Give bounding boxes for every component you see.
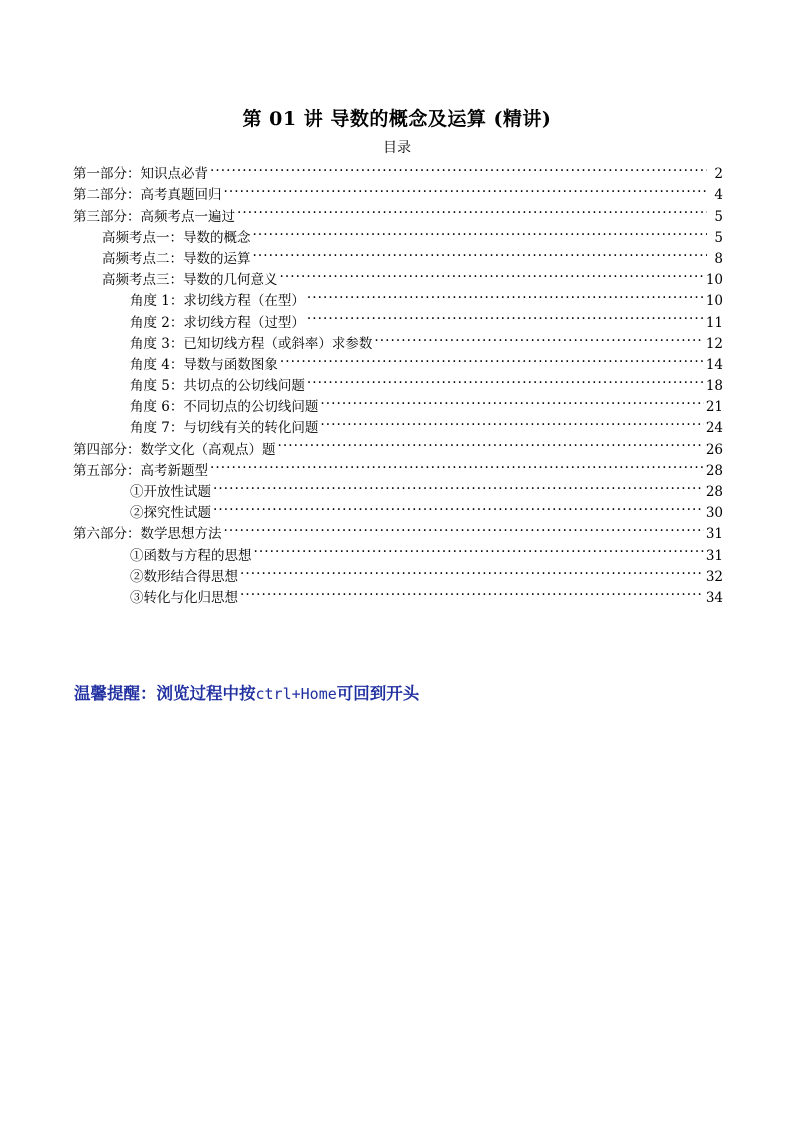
toc-entry-page: 10 (705, 272, 723, 289)
toc-leader-dots (320, 390, 703, 411)
toc-leader-dots (210, 454, 704, 475)
toc-entry-page: 8 (714, 250, 723, 267)
toc-entry-page: 31 (705, 547, 723, 564)
toc-entry-page: 2 (714, 166, 723, 183)
toc-entry-label: ②数形结合得思想 (130, 568, 238, 585)
toc-leader-dots (240, 581, 704, 602)
toc-entry-page: 21 (705, 399, 723, 416)
toc-heading: 目录 (383, 140, 411, 156)
toc-entry-label: 第五部分：高考新题型 (73, 462, 208, 479)
toc-entry-page: 5 (714, 208, 723, 225)
toc-leader-dots (224, 517, 704, 538)
toc-entry-page: 34 (705, 589, 723, 606)
toc-entry-label: 角度 6：不同切点的公切线问题 (130, 399, 319, 416)
toc-entry-label: 角度 1：求切线方程（在型） (130, 293, 305, 310)
toc-entry-label: 高频考点二：导数的运算 (102, 250, 251, 267)
toc-entry-label: 角度 7：与切线有关的转化问题 (130, 420, 319, 437)
reminder-shortcut: ctrl+Home (255, 685, 337, 703)
document-title: 第 01 讲 导数的概念及运算 (精讲) (242, 108, 552, 130)
toc-entry-label: 第三部分：高频考点一遍过 (73, 208, 235, 225)
toc-leader-dots (307, 305, 704, 326)
toc-leader-dots (280, 263, 704, 284)
toc-leader-dots (210, 157, 707, 178)
toc-entry-page: 18 (705, 378, 723, 395)
toc-leader-dots (240, 560, 704, 581)
toc-leader-dots (213, 496, 704, 517)
toc-entry-label: ②探究性试题 (130, 505, 211, 522)
toc-leader-dots (253, 242, 708, 263)
toc-entry-page: 24 (705, 420, 723, 437)
toc-leader-dots (254, 538, 704, 559)
reminder-suffix: 可回到开头 (336, 684, 420, 703)
toc-entry-label: 第二部分：高考真题回归 (73, 187, 222, 204)
toc-leader-dots (320, 411, 703, 432)
toc-leader-dots (224, 178, 708, 199)
toc-leader-dots (253, 221, 708, 242)
toc-entry-label: 高频考点一：导数的概念 (102, 229, 251, 246)
toc-leader-dots (278, 432, 704, 453)
toc-entry-page: 26 (705, 441, 723, 458)
table-of-contents (73, 157, 723, 606)
toc-entry-label: 高频考点三：导数的几何意义 (102, 272, 278, 289)
toc-leader-dots (307, 284, 704, 305)
toc-entry-label: 角度 2：求切线方程（过型） (130, 314, 305, 331)
toc-entry-page: 4 (714, 187, 723, 204)
toc-entry-page: 14 (705, 356, 723, 373)
toc-entry[interactable] (73, 157, 723, 183)
toc-entry-page: 28 (705, 462, 723, 479)
toc-entry-page: 5 (714, 229, 723, 246)
toc-entry-page: 32 (705, 568, 723, 585)
toc-entry-page: 28 (705, 484, 723, 500)
toc-leader-dots (307, 369, 704, 390)
toc-entry-label: 第六部分：数学思想方法 (73, 526, 222, 543)
toc-entry-label: ①开放性试题 (130, 484, 211, 500)
toc-leader-dots (213, 475, 704, 496)
toc-entry-page: 12 (705, 335, 723, 352)
toc-entry-label: ①函数与方程的思想 (130, 547, 252, 564)
toc-entry-page: 31 (705, 526, 723, 543)
toc-leader-dots (237, 199, 707, 220)
toc-leader-dots (280, 348, 704, 369)
reminder-prefix: 温馨提醒：浏览过程中按 (74, 684, 256, 703)
toc-entry-label: ③转化与化归思想 (130, 589, 238, 606)
toc-entry-label: 角度 4：导数与函数图象 (130, 356, 278, 373)
toc-entry-label: 第四部分：数学文化（高观点）题 (73, 441, 276, 458)
reminder-note (74, 680, 419, 704)
toc-entry-page: 10 (705, 293, 723, 310)
toc-entry-page: 30 (705, 505, 723, 522)
toc-entry-label: 第一部分：知识点必背 (73, 166, 208, 183)
toc-entry-page: 11 (705, 314, 723, 331)
toc-leader-dots (374, 327, 703, 348)
toc-entry-label: 角度 5：共切点的公切线问题 (130, 378, 305, 395)
toc-entry-label: 角度 3：已知切线方程（或斜率）求参数 (130, 335, 373, 352)
